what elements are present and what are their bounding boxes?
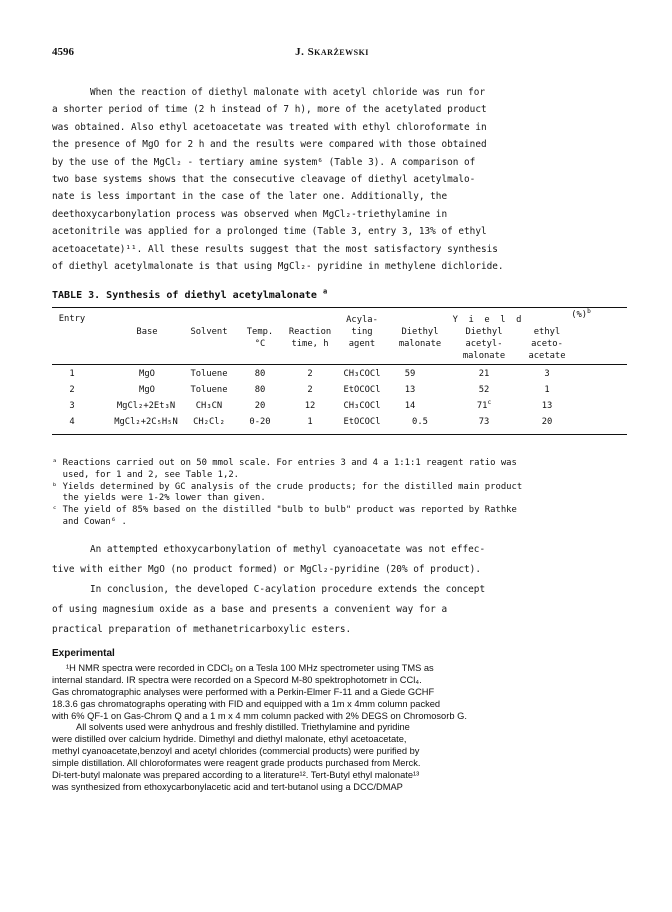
section-heading-experimental: Experimental xyxy=(52,648,115,659)
text-line: acetoacetate)¹¹. All these results suggest that the most satisfactory synthesis xyxy=(52,243,498,255)
table-cell: 3 xyxy=(544,369,550,379)
text-line: nate is less important in the case of the later one. Additionally, the xyxy=(52,191,448,203)
text-line: acetonitrile was applied for a prolonged time (Table 3, entry 3, 13% of ethyl xyxy=(52,226,487,238)
running-author: J. Skarżewski xyxy=(295,46,369,58)
text-line: was obtained. Also ethyl acetoacetate was treated with ethyl chloroformate in xyxy=(52,121,487,133)
table-cell: CH₂Cl₂ xyxy=(193,417,225,427)
text-line: two base systems shows that the consecutive cleavage of diethyl acetylmalo- xyxy=(52,173,476,185)
paragraph-1 xyxy=(52,84,632,275)
text-line: of diethyl acetylmalonate is that using MgCl₂- pyridine in methylene dichloride. xyxy=(52,260,504,272)
table-cell: 2 xyxy=(69,385,75,395)
footnote-line: ᵃ Reactions carried out on 50 mmol scale. For entries 3 and 4 a 1:1:1 reagent ratio was xyxy=(52,458,517,468)
text-line: When the reaction of diethyl malonate with acetyl chloride was run for xyxy=(90,87,486,98)
text-line: practical preparation of methanetricarboxylic esters. xyxy=(52,624,352,635)
table-bottom-rule xyxy=(52,434,627,435)
page-number: 4596 xyxy=(52,46,74,58)
col-header-acylating-2: ting xyxy=(351,327,373,337)
table-cell: 1 xyxy=(69,369,75,379)
table-cell: 4 xyxy=(69,417,75,427)
col-header-aceto-3: acetate xyxy=(528,351,566,361)
table-cell: 12 xyxy=(304,401,316,411)
table-cell: 1 xyxy=(544,385,550,395)
col-header-yield: Y i e l d xyxy=(452,315,522,325)
text-line: was synthesized from ethoxycarbonylacetic acid and tert-butanol using a DCC/DMAP xyxy=(52,781,403,792)
col-header-entry: Entry xyxy=(58,314,86,324)
text-line: by the use of the MgCl₂ - tertiary amine system⁶ (Table 3). A comparison of xyxy=(52,156,476,168)
table-cell: EtOCOCl xyxy=(343,385,381,395)
text-line: a shorter period of time (2 h instead of 7 h), more of the acetylated product xyxy=(52,104,487,116)
text-line: All solvents used were anhydrous and freshly distilled. Triethylamine and pyridine xyxy=(76,722,410,733)
text-line: deethoxycarbonylation process was observed when MgCl₂-triethylamine in xyxy=(52,208,448,220)
table-cell: MgO xyxy=(139,385,155,395)
col-header-acetyl-2: acetyl- xyxy=(465,339,503,349)
table-cell: 0-20 xyxy=(249,417,271,427)
text-line: 18.3.6 gas chromatographs operating with FID and equipped with a 1m x 4mm column packed xyxy=(52,698,441,709)
table-cell: 80 xyxy=(254,369,266,379)
text-line: with 6% QF-1 on Gas-Chrom Q and a 1 m x 4 mm column packed with 2% DEGS on Chromosorb G. xyxy=(52,710,467,721)
table-cell: 3 xyxy=(69,401,75,411)
experimental-text xyxy=(52,663,632,794)
table-cell: Toluene xyxy=(190,385,228,395)
col-header-acylating-3: agent xyxy=(348,339,376,349)
text-line: the presence of MgO for 2 h and the results were compared with those obtained xyxy=(52,139,487,151)
table-cell: 73 xyxy=(478,417,490,427)
col-header-acetyl-3: malonate xyxy=(462,351,506,361)
footnote-line: and Cowan⁶ . xyxy=(52,516,127,527)
table-cell: MgCl₂+2C₅H₅N xyxy=(114,417,178,427)
table-cell: 13 xyxy=(541,401,553,411)
footnote-line: ᶜ The yield of 85% based on the distilled "bulb to bulb" product was reported by Rathke xyxy=(52,505,517,516)
footnote-line: the yields were 1-2% lower than given. xyxy=(52,493,266,504)
table-cell: 20 xyxy=(541,417,553,427)
table-cell: Toluene xyxy=(190,369,228,379)
table-cell: 80 xyxy=(254,385,266,395)
col-header-aceto-1: ethyl xyxy=(533,327,561,337)
paragraph-2 xyxy=(52,540,632,640)
table-cell: 59 xyxy=(404,369,416,379)
table-cell: 14 xyxy=(404,401,416,411)
col-header-temp-unit: °C xyxy=(254,339,266,349)
text-line: An attempted ethoxycarbonylation of methyl cyanoacetate was not effec- xyxy=(90,544,486,555)
table-cell: CH₃COCl xyxy=(343,369,381,379)
text-line: Gas chromatographic analyses were performed with a Perkin-Elmer F-11 and a Giede GCHF xyxy=(52,686,435,697)
col-header-diethyl-1: Diethyl xyxy=(401,327,439,337)
col-header-temp: Temp. xyxy=(246,327,274,337)
table-cell: MgO xyxy=(139,369,155,379)
col-header-base: Base xyxy=(136,327,158,337)
text-line: tive with either MgO (no product formed) or MgCl₂-pyridine (20% of product). xyxy=(52,564,481,575)
table-cell: 52 xyxy=(478,385,490,395)
table-cell: 13 xyxy=(404,385,416,395)
col-header-acylating-1: Acyla- xyxy=(346,315,378,325)
text-line: Di-tert-butyl malonate was prepared according to a literature¹². Tert-Butyl ethyl malonate¹³ xyxy=(52,770,420,781)
col-header-aceto-2: aceto- xyxy=(531,339,563,349)
col-header-acetyl-1: Diethyl xyxy=(465,327,503,337)
col-header-yield-unit: (%)$^b$ xyxy=(571,308,591,320)
col-header-solvent: Solvent xyxy=(190,327,228,337)
table-cell: 0.5 xyxy=(412,417,428,427)
col-header-reaction: Reaction xyxy=(288,327,332,337)
table-header-rule xyxy=(52,364,627,365)
table-cell: 71$^c$ xyxy=(476,399,492,411)
table-cell: CH₃CN xyxy=(195,401,223,411)
text-line: ¹H NMR spectra were recorded in CDCl₃ on a Tesla 100 MHz spectrometer using TMS as xyxy=(66,663,434,673)
table-cell: 2 xyxy=(307,385,313,395)
text-line: In conclusion, the developed C-acylation procedure extends the concept xyxy=(90,584,486,595)
table-cell: 21 xyxy=(478,369,490,379)
table-cell: 20 xyxy=(254,401,266,411)
text-line: internal standard. IR spectra were recorded on a Specord M-80 spektrophotometr in CCl₄. xyxy=(52,674,422,685)
page-header xyxy=(52,46,612,62)
table-cell: CH₃COCl xyxy=(343,401,381,411)
col-header-reaction-time: time, h xyxy=(291,339,329,349)
table-cell: 1 xyxy=(307,417,313,427)
table-cell: MgCl₂+2Et₃N xyxy=(116,401,176,411)
text-line: methyl cyanoacetate,benzoyl and acetyl chlorides (commercial products) were purified by xyxy=(52,746,420,757)
table-cell: EtOCOCl xyxy=(343,417,381,427)
text-line: simple distillation. All chloroformates were reagent grade products purchased from Merck. xyxy=(52,758,421,769)
table-title: TABLE 3. Synthesis of diethyl acetylmalonate $^a$ xyxy=(52,287,328,301)
col-header-diethyl-2: malonate xyxy=(398,339,442,349)
footnote-line: used, for 1 and 2, see Table 1,2. xyxy=(52,469,240,480)
text-line: were distilled over calcium hydride. Dimethyl and diethyl malonate, ethyl acetoacetate, xyxy=(52,734,407,745)
table-footnotes xyxy=(52,458,632,529)
text-line: of using magnesium oxide as a base and presents a convenient way for a xyxy=(52,604,448,615)
footnote-line: ᵇ Yields determined by GC analysis of the crude products; for the distilled main product xyxy=(52,481,523,492)
table-top-rule xyxy=(52,307,627,308)
table-cell: 2 xyxy=(307,369,313,379)
